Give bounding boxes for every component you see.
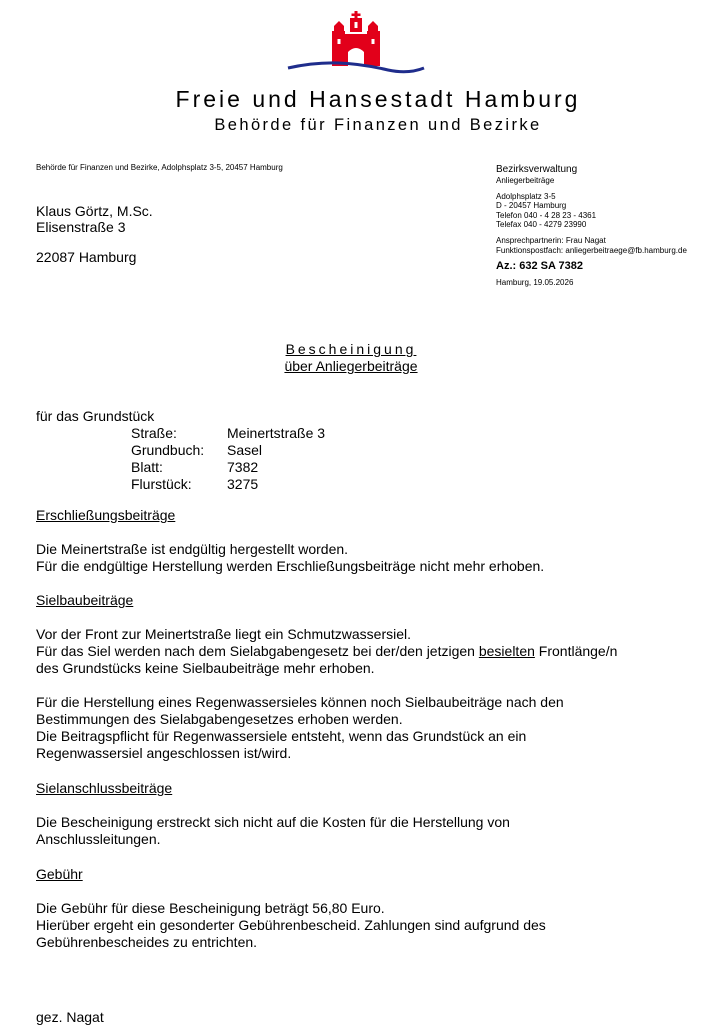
section-heading-sielbau: Sielbaubeiträge [36, 592, 134, 608]
plot-label: Grundbuch: [131, 442, 205, 458]
plot-value: 7382 [227, 459, 259, 475]
recipient-street: Elisenstraße 3 [36, 218, 126, 235]
paragraph-line: Regenwassersiel angeschlossen ist/wird. [36, 745, 292, 761]
document-subtitle: über Anliegerbeiträge [284, 358, 418, 374]
paragraph-line [36, 643, 696, 660]
reference-number: Az.: 632 SA 7382 [496, 260, 584, 273]
text-segment: Für das Siel werden nach dem Sielabgabengesetz bei der/den jetzigen [36, 643, 479, 659]
document-body [36, 408, 696, 951]
office-address1: Adolphsplatz 3-5 [496, 191, 556, 201]
office-address2: D - 20457 Hamburg [496, 201, 567, 211]
paragraph-line: Gebührenbescheides zu entrichten. [36, 934, 258, 950]
plot-value: 3275 [227, 476, 259, 492]
sender-return-address: Behörde für Finanzen und Bezirke, Adolphsplatz 3-5, 20457 Hamburg [36, 163, 283, 172]
paragraph-line: Die Gebühr für diese Bescheinigung beträgt 56,80 Euro. [36, 900, 385, 916]
plot-intro: für das Grundstück [36, 408, 155, 424]
letter-date: Hamburg, 19.05.2026 [496, 278, 574, 288]
plot-label: Flurstück: [131, 476, 192, 492]
office-info-block [496, 164, 687, 288]
paragraph-line: Für die endgültige Herstellung werden Erschließungsbeiträge nicht mehr erhoben. [36, 558, 545, 574]
paragraph-line: des Grundstücks keine Sielbaubeiträge mehr erhoben. [36, 660, 375, 676]
recipient-name: Klaus Görtz, M.Sc. [36, 203, 153, 219]
document-heading [0, 341, 702, 375]
office-fax: Telefax 040 - 4279 23990 [496, 220, 587, 230]
paragraph-line: Hierüber ergeht ein gesonderter Gebührenbescheid. Zahlungen sind aufgrund des [36, 917, 546, 933]
paragraph-line: Die Beitragspflicht für Regenwassersiele entsteht, wenn das Grundstück an ein [36, 728, 527, 744]
plot-label: Blatt: [131, 459, 163, 475]
underlined-word: besielten [478, 643, 535, 659]
plot-value: Sasel [227, 442, 263, 458]
office-department: Bezirksverwaltung [496, 164, 578, 175]
paragraph-line: Die Bescheinigung erstreckt sich nicht auf die Kosten für die Herstellung von [36, 814, 510, 830]
paragraph-line: Anschlussleitungen. [36, 831, 161, 847]
document-title: Bescheinigung [285, 341, 417, 357]
plot-row [131, 476, 325, 493]
section-heading-gebuehr: Gebühr [36, 866, 83, 882]
plot-value: Meinertstraße 3 [227, 425, 326, 441]
office-contact: Ansprechpartnerin: Frau Nagat [496, 235, 606, 245]
authority-title: Freie und Hansestadt Hamburg [175, 86, 581, 112]
paragraph-line: Für die Herstellung eines Regenwassersieles können noch Sielbaubeiträge nach den [36, 694, 564, 710]
paragraph-line: Bestimmungen des Sielabgabengesetzes erhoben werden. [36, 711, 403, 727]
hamburg-castle-coat-of-arms-icon [284, 10, 428, 79]
section-heading-sielanschluss: Sielanschlussbeiträge [36, 780, 173, 796]
section-heading-erschliessung: Erschließungsbeiträge [36, 507, 176, 523]
office-unit: Anliegerbeiträge [496, 176, 555, 185]
plot-details-table [131, 425, 325, 493]
paragraph-line: Vor der Front zur Meinertstraße liegt ein Schmutzwassersiel. [36, 626, 412, 642]
signature-line: gez. Nagat [36, 1009, 104, 1025]
authority-subtitle: Behörde für Finanzen und Bezirke [214, 116, 542, 134]
recipient-address [36, 204, 153, 266]
text-segment: Frontlänge/n [534, 643, 618, 659]
recipient-city: 22087 Hamburg [36, 249, 137, 265]
paragraph-line: Die Meinertstraße ist endgültig hergestellt worden. [36, 541, 349, 557]
plot-row [131, 442, 325, 459]
plot-row [131, 459, 325, 476]
office-mailbox: Funktionspostfach: anliegerbeitraege@fb.hamburg.de [496, 245, 687, 255]
office-phone: Telefon 040 - 4 28 23 - 4361 [496, 210, 597, 220]
plot-row [131, 425, 325, 442]
plot-label: Straße: [131, 425, 177, 441]
